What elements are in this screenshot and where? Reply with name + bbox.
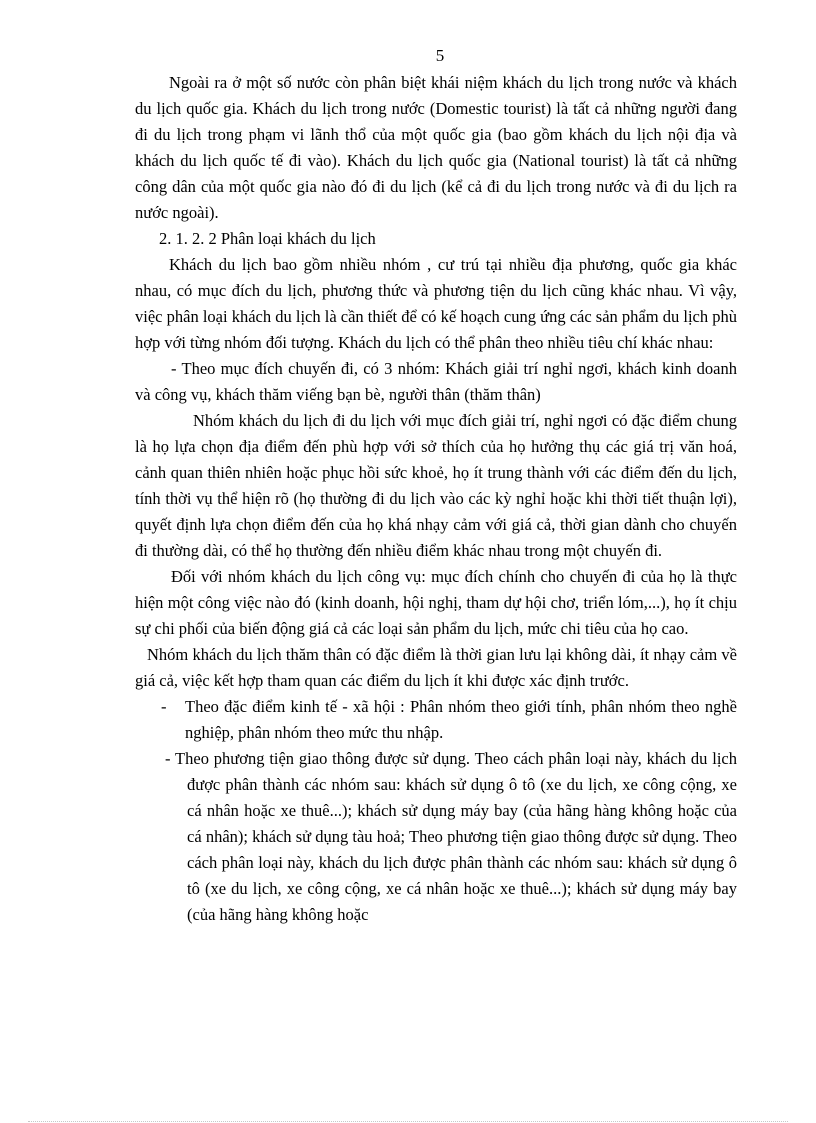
paragraph-visiting-relatives-group: Nhóm khách du lịch thăm thân có đặc điểm là thời gian lưu lại không dài, ít nhạy cảm về giá cả, việc kết hợp tham quan các điểm du lịch ít khi được xác định trước. [135, 645, 737, 690]
list-item-text: Theo đặc điểm kinh tế - xã hội : Phân nhóm theo giới tính, phân nhóm theo nghề nghiệp, phân nhóm theo mức thu nhập. [185, 697, 737, 742]
list-dash: - [161, 697, 167, 716]
paragraph-domestic-national-tourist: Ngoài ra ở một số nước còn phân biệt khái niệm khách du lịch trong nước và khách du lịch quốc gia. Khách du lịch trong nước (Domestic tourist) là tất cả những người đang đi du lịch trong phạm vi lãnh thổ của một quốc gia (bao gồm khách du lịch nội địa và khách du lịch quốc tế đi vào). Khách du lịch quốc gia (National tourist) là tất cả những công dân của một quốc gia nào đó đi du lịch (kể cả đi du lịch trong nước và đi du lịch ra nước ngoài). [135, 73, 737, 222]
section-heading: 2. 1. 2. 2 Phân loại khách du lịch [159, 229, 376, 248]
paragraph-by-transport: - Theo phương tiện giao thông được sử dụng. Theo cách phân loại này, khách du lịch được phân thành các nhóm sau: khách sử dụng ô tô (xe du lịch, xe công cộng, xe cá nhân hoặc xe thuê...); khách sử dụng máy bay (của hãng hàng không hoặc của cá nhân); khách sử dụng tàu hoả; Theo phương tiện giao thông được sử dụng. Theo cách phân loại này, khách du lịch được phân thành các nhóm sau: khách sử dụng ô tô (xe du lịch, xe công cộng, xe cá nhân hoặc xe thuê...); khách sử dụng máy bay (của hãng hàng không hoặc [165, 749, 737, 924]
paragraph-leisure-group: Nhóm khách du lịch đi du lịch với mục đích giải trí, nghỉ ngơi có đặc điểm chung là họ lựa chọn địa điểm đến phù hợp với sở thích của họ hưởng thụ các giá trị văn hoá, cảnh quan thiên nhiên hoặc phục hồi sức khoẻ, họ ít trung thành với các điểm đến du lịch, tính thời vụ thể hiện rõ (họ thường đi du lịch vào các kỳ nghỉ hoặc khi thời tiết thuận lợi), quyết định lựa chọn điểm đến của họ khá nhạy cảm với giá cả, thời gian dành cho chuyến đi thường dài, có thể họ thường đến nhiều điểm khác nhau trong một chuyến đi. [135, 411, 737, 560]
paragraph-classification-intro: Khách du lịch bao gồm nhiều nhóm , cư trú tại nhiều địa phương, quốc gia khác nhau, có mục đích du lịch, phương thức và phương tiện du lịch cũng khác nhau. Vì vậy, việc phân loại khách du lịch là cần thiết để có kế hoạch cung ứng các sản phẩm du lịch phù hợp với từng nhóm đối tượng. Khách du lịch có thể phân theo nhiều tiêu chí khác nhau: [135, 255, 737, 352]
paragraph-business-group: Đối với nhóm khách du lịch công vụ: mục đích chính cho chuyến đi của họ là thực hiện một công việc nào đó (kinh doanh, hội nghị, tham dự hội chơ, triển lóm,...), họ ít chịu sự chi phối của biến động giá cả các loại sản phẩm du lịch, mức chi tiêu của họ cao. [135, 567, 737, 638]
document-body [135, 70, 737, 928]
page-bottom-divider [28, 1121, 788, 1122]
page-number: 5 [435, 46, 445, 65]
list-item-socioeconomic [135, 694, 737, 746]
paragraph-by-purpose: - Theo mục đích chuyến đi, có 3 nhóm: Khách giải trí nghỉ ngơi, khách kinh doanh và công vụ, khách thăm viếng bạn bè, người thân (thăm thân) [135, 359, 737, 404]
